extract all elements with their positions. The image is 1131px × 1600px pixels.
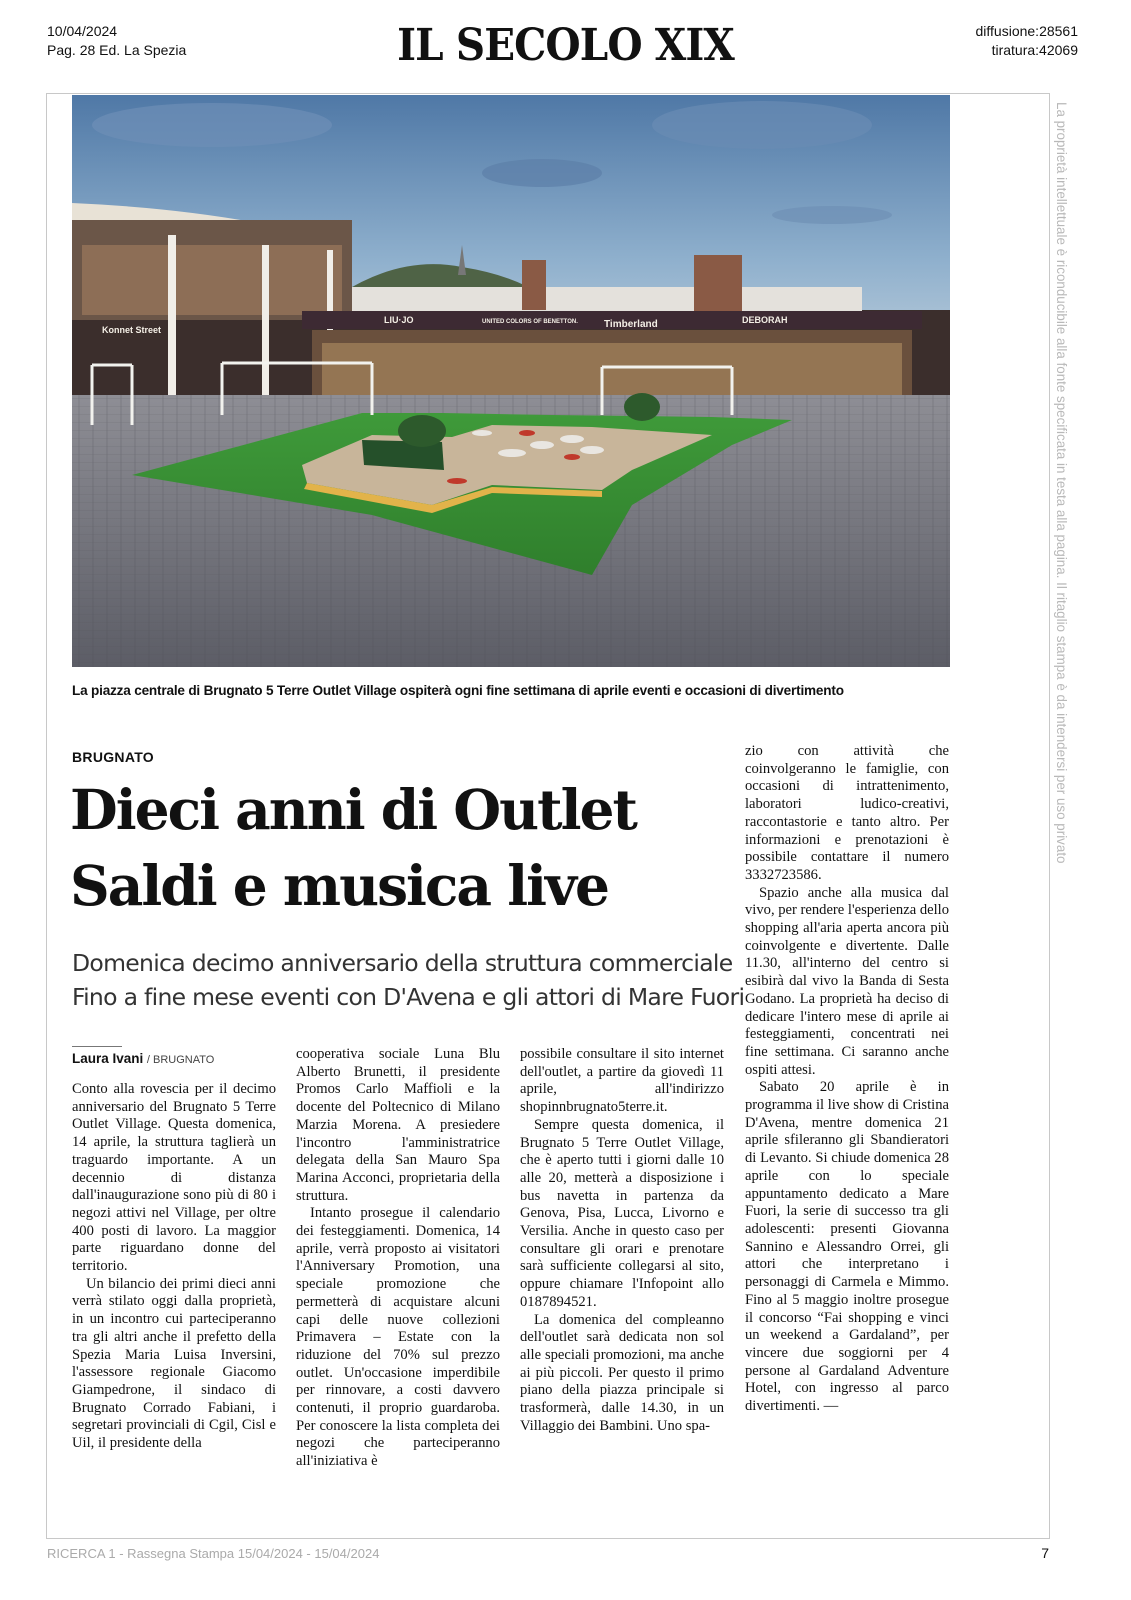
headline-line-1: Dieci anni di Outlet — [70, 777, 636, 842]
byline — [72, 1051, 214, 1066]
paragraph: Conto alla rovescia per il decimo anniversario del Brugnato 5 Terre Outlet Village. Questa domenica, 14 aprile, la struttura taglierà un traguardo importante. A un decennio di distanza dall'inaugurazione sono più di 80 i negozi attivi nel Village, per oltre 400 posti di lavoro. La maggior parte riguardano donne del territorio. — [72, 1081, 276, 1275]
paragraph: Sabato 20 aprile è in programma il live show di Cristina D'Avena, mentre domenica 21 aprile sfileranno gli Sbandieratori di Levanto. Si chiude domenica 28 aprile con lo speciale appuntamento dedicato a Mare Fuori, la serie di successo tra gli adolescenti: presenti Giovanna Sannino e Alessandro Orrei, gli attori che interpretano i personaggi di Carmela e Mimmo. Fino al 5 maggio inoltre prosegue il concorso “Fai shopping e vinci un weekend a Gardaland”, per vincere due soggiorni per 4 persone al Gardaland Adventure Hotel, con ingresso al parco divertimenti. — — [745, 1079, 949, 1415]
diffusione: diffusione:28561 — [975, 23, 1078, 39]
masthead-logo: IL SECOLO XIX — [397, 20, 734, 71]
paragraph: Intanto prosegue il calendario dei festeggiamenti. Domenica, 14 aprile, verrà proposto ai visitatori l'Anniversary Promotion, una speciale promozione che permetterà di acquistare alcuni capi delle nuove collezioni Primavera – Estate con la riduzione del 70% sul prezzo outlet. Un'occasione imperdibile per rinnovare, a costi davvero contenuti, il proprio guardaroba. Per conoscere la lista completa dei negozi che parteciperanno all'iniziativa è — [296, 1205, 500, 1470]
page-edition: Pag. 28 Ed. La Spezia — [47, 42, 187, 58]
article-column-2 — [296, 1046, 500, 1471]
article-column-4 — [745, 743, 949, 1416]
sign-konnet-street: Konnet Street — [102, 325, 162, 335]
sign-liujo: LIU·JO — [384, 315, 414, 325]
outlet-photo — [72, 95, 950, 667]
copyright-text: La proprietà intellettuale è riconducibile alla fonte specificata in testa alla pagina. Il ritaglio stampa è da intendersi per uso privato — [1054, 102, 1069, 864]
author-place: / BRUGNATO — [146, 1054, 215, 1066]
copyright-side-note — [1055, 102, 1071, 952]
page-number: 7 — [1041, 1545, 1049, 1561]
paragraph: Sempre questa domenica, il Brugnato 5 Terre Outlet Village, che è aperto tutti i giorni dalle 10 alle 20, metterà a disposizione i bus navetta in partenza da Genova, Pisa, Lucca, Livorno e Versilia. Anche in questo caso per consultare gli orari e prenotare sarà sufficiente collegarsi al sito, oppure chiamare l'Infopoint allo 0187894521. — [520, 1116, 724, 1310]
subtitle-line-1: Domenica decimo anniversario della struttura commerciale — [72, 949, 733, 977]
article-column-3 — [520, 1046, 724, 1435]
subtitle — [72, 946, 744, 1014]
clip-date: 10/04/2024 — [47, 23, 118, 39]
tiratura: tiratura:42069 — [991, 42, 1078, 58]
footer-info: RICERCA 1 - Rassegna Stampa 15/04/2024 - 15/04/2024 — [47, 1546, 380, 1561]
paragraph: possibile consultare il sito internet dell'outlet, a partire da giovedì 11 aprile, all'indirizzo shopinnbrugnato5terre.it. — [520, 1046, 724, 1116]
author-name: Laura Ivani — [72, 1051, 144, 1066]
header-right — [976, 22, 1079, 60]
paragraph: Un bilancio dei primi dieci anni verrà stilato oggi dalla proprietà, in un incontro cui parteciperanno tra gli altri anche il prefetto della Spezia Maria Luisa Inversini, l'assessore regionale Giacomo Giampedrone, il sindaco di Brugnato Corrado Fabiani, i segretari provinciali di Cgil, Cisl e Uil, il presidente della — [72, 1275, 276, 1452]
article-column-1 — [72, 1081, 276, 1453]
paragraph: La domenica del compleanno dell'outlet sarà dedicata non sol alle speciali promozioni, ma anche ai più piccoli. Per questo il primo piano della piazza principale si trasformerà, dalle 14.30, in un Villaggio dei Bambini. Uno spa- — [520, 1311, 724, 1434]
sign-deborah: DEBORAH — [742, 315, 788, 325]
kicker: BRUGNATO — [72, 749, 154, 765]
paragraph: cooperativa sociale Luna Blu Alberto Brunetti, il presidente Promos Carlo Maffioli e la docente del Poltecnico di Milano Marzia Morena. A presiedere l'incontro l'amministratrice delegata della San Mauro Spa Marina Acconci, proprietaria della struttura. — [296, 1046, 500, 1204]
paragraph: Spazio anche alla musica dal vivo, per rendere l'esperienza dello shopping all'aria aperta ancora più coinvolgente e divertente. Dalle 11.30, all'interno del centro si esibirà dal vivo la Banda di Sesta Godano. La proprietà ha deciso di dedicare l'intero mese di aprile ai festeggiamenti, concentrati nei fine settimana. Ci saranno anche ospiti attesi. — [745, 884, 950, 1078]
byline-rule — [72, 1046, 122, 1047]
headline — [70, 772, 636, 924]
sign-benetton: UNITED COLORS OF BENETTON. — [482, 319, 578, 325]
headline-line-2: Saldi e musica live — [70, 853, 608, 918]
subtitle-line-2: Fino a fine mese eventi con D'Avena e gli attori di Mare Fuori — [72, 983, 745, 1011]
sign-timberland: Timberland — [604, 319, 658, 330]
paragraph: zio con attività che coinvolgeranno le famiglie, con occasioni di intrattenimento, laboratori ludico-creativi, raccontastorie e tanto altro. Per informazioni e prenotazioni è possibile contattare il numero 3332723586. — [745, 743, 949, 883]
photo-caption: La piazza centrale di Brugnato 5 Terre Outlet Village ospiterà ogni fine settimana di aprile eventi e occasioni di divertimento — [72, 683, 844, 698]
